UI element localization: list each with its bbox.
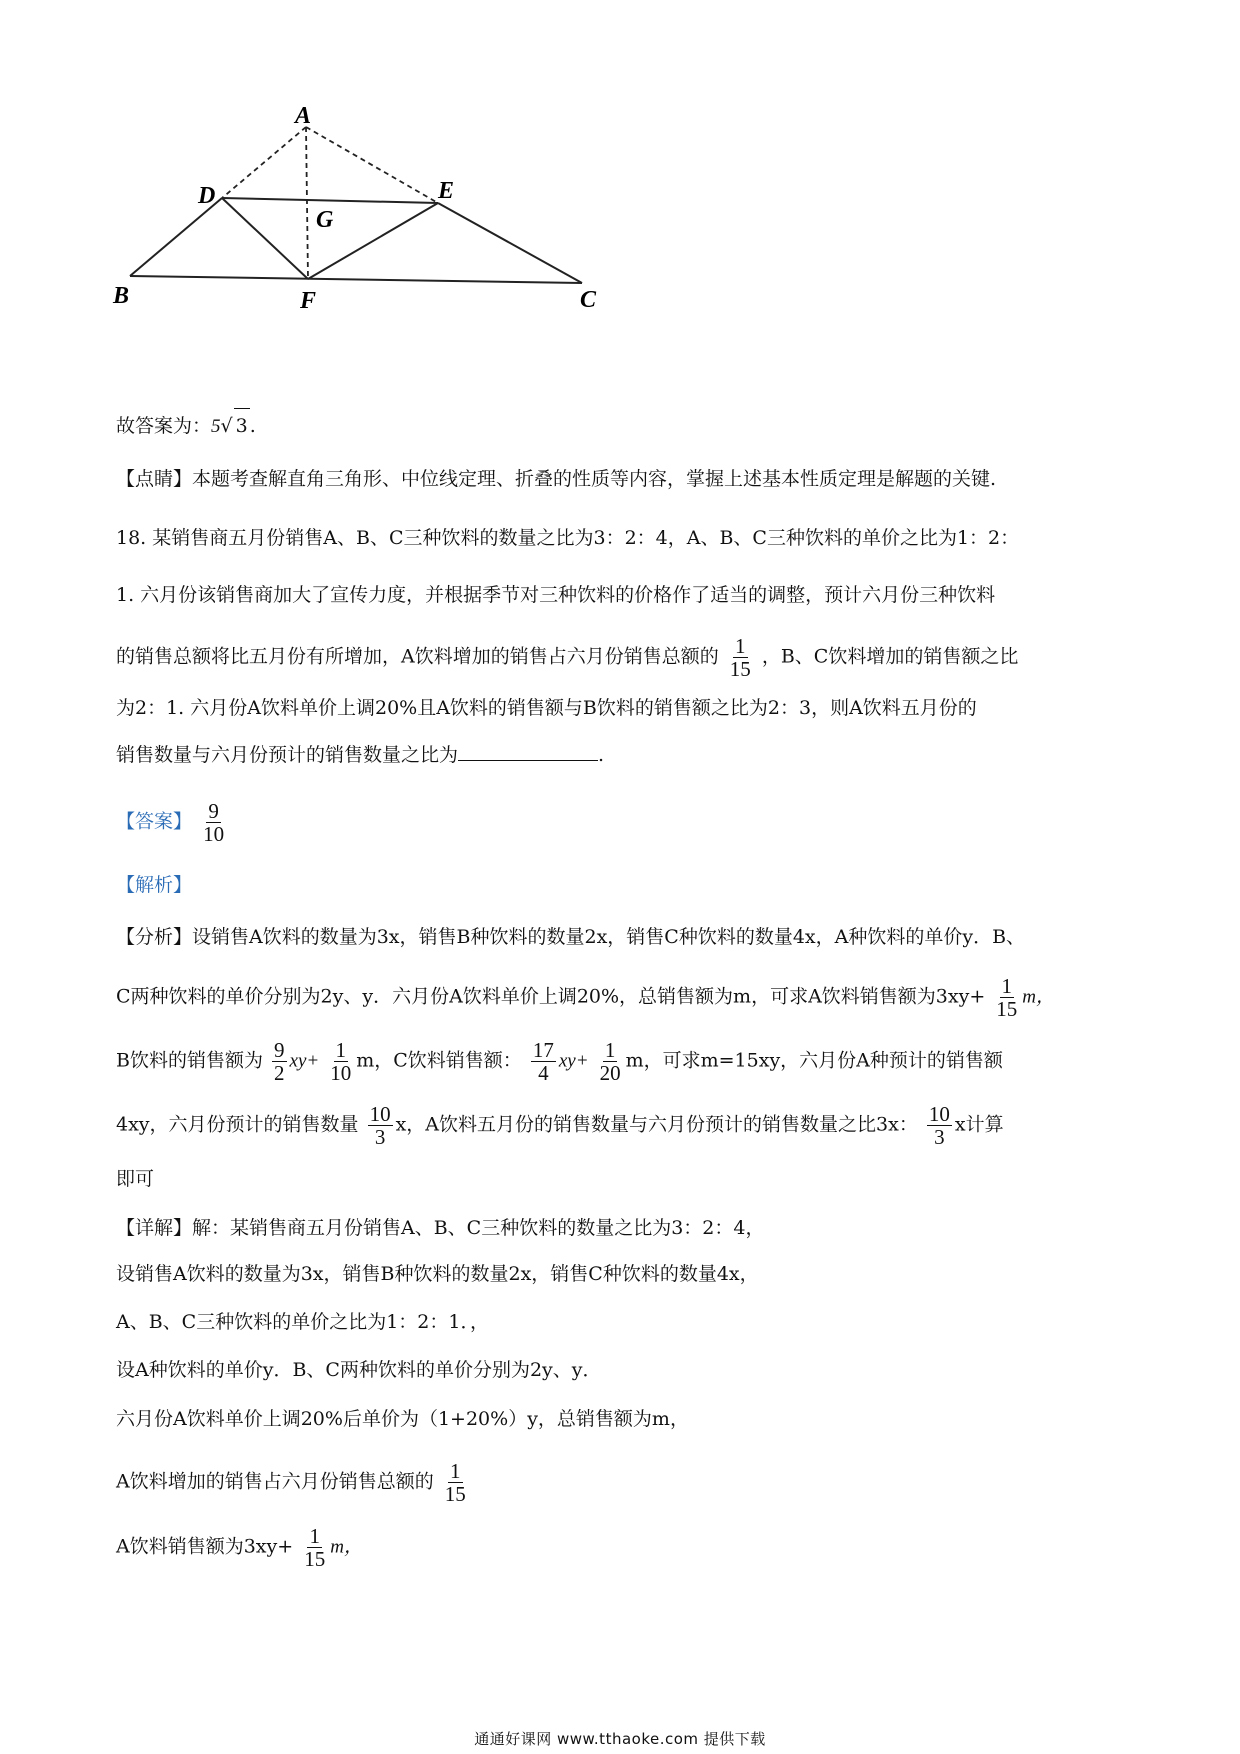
label-C: C [580,287,597,313]
jiexi-label: 【解析】 [116,874,193,896]
label-F: F [300,288,317,314]
q18-line-1: 18. 某销售商五月份销售A、B、C三种饮料的数量之比为3：2：4，A、B、C三种饮料的单价之比为1：2： [116,527,1020,549]
answer-blank [458,740,598,761]
fraction-10-3: $\frac{10}{3}$ [369,1102,391,1149]
dashed-AE [306,127,438,203]
fenxi-line-4: 4xy，六月份预计的销售数量 $\frac{10}{3}$ x，A饮料五月份的销售数量与六月份预计的销售数量之比3x： $\frac{10}{3}$ x计算 [116,1102,1004,1149]
xiangjie-line-2: 设销售A饮料的数量为3x，销售B种饮料的数量2x，销售C种饮料的数量4x， [116,1263,759,1285]
fraction-1-15: $\frac{1}{15}$ [304,1524,326,1571]
q18-line-2: 1. 六月份该销售商加大了宣传力度，并根据季节对三种饮料的价格作了适当的调整，预计六月份三种饮料 [116,584,996,606]
fraction-1-10: $\frac{1}{10}$ [330,1038,352,1085]
segment-BD [130,198,222,276]
xiangjie-line-4: 设A种饮料的单价y．B、C两种饮料的单价分别为2y、y． [116,1359,602,1381]
fenxi-line-3: B饮料的销售额为 $\frac{9}{2}$ xy+ $\frac{1}{10}$ m，C饮料销售额： $\frac{17}{4}$ xy+ $\frac{1}{20}$ m，可求m=15xy，六月份A种预计的销售额 [116,1038,1003,1085]
fenxi-line-1: 【分析】设销售A饮料的数量为3x，销售B种饮料的数量2x，销售C种饮料的数量4x，A种饮料的单价y．B、 [116,926,1026,948]
q18-line-4: 为2：1. 六月份A饮料单价上调20%且A饮料的销售额与B饮料的销售额之比为2：3，则A饮料五月份的 [116,697,977,719]
q18-line-3: 的销售总额将比五月份有所增加，A饮料增加的销售占六月份销售总额的 $\frac{1}{15}$ ，B、C饮料增加的销售额之比 [116,634,1019,681]
label-G: G [316,207,334,233]
footer-watermark: 通通好课网 www.tthaoke.com 提供下载 [474,1730,766,1748]
segment-BC [130,276,582,283]
xiangjie-line-3: A、B、C三种饮料的单价之比为1：2：1．， [116,1311,489,1333]
fraction-1-20: $\frac{1}{20}$ [599,1038,621,1085]
fraction-9-2: $\frac{9}{2}$ [274,1038,285,1085]
answer-label: 【答案】 [116,810,193,833]
xiangjie-line-1: 【详解】解：某销售商五月份销售A、B、C三种饮料的数量之比为3：2：4， [116,1217,765,1239]
fraction-1-15: $\frac{1}{15}$ [444,1459,466,1506]
fenxi-line-5: 即可 [116,1168,155,1190]
answer-row [116,799,229,846]
label-D: D [198,183,216,209]
segment-DE [222,198,438,203]
fenxi-line-2: C两种饮料的单价分别为2y、y．六月份A饮料单价上调20%，总销售额为m，可求A饮料销售额为3xy+ $\frac{1}{15}$ m， [116,974,1056,1021]
fraction-10-3-b: $\frac{10}{3}$ [928,1102,950,1149]
xiangjie-line-5: 六月份A饮料单价上调20%后单价为（1+20%）y，总销售额为m， [116,1408,689,1430]
segment-EC [438,203,582,283]
fraction-9-10: $\frac{9}{10}$ [203,799,225,846]
dianjing-paragraph: 【点睛】本题考查解直角三角形、中位线定理、折叠的性质等内容，掌握上述基本性质定理是解题的关键. [116,468,997,490]
dashed-AD [222,127,306,198]
dashed-AF [306,127,308,279]
xiangjie-line-6: A饮料增加的销售占六月份销售总额的 $\frac{1}{15}$ [116,1459,466,1506]
fraction-1-15: $\frac{1}{15}$ [996,974,1018,1021]
xiangjie-line-7: A饮料销售额为3xy+ $\frac{1}{15}$ m， [116,1524,363,1571]
sqrt-symbol: √ [220,415,233,437]
fraction-17-4: $\frac{17}{4}$ [532,1038,554,1085]
label-B: B [113,283,130,309]
segment-DF [222,198,308,279]
q18-line-5: 销售数量与六月份预计的销售数量之比为 . [116,738,604,772]
label-A: A [295,103,312,129]
label-E: E [438,178,455,204]
triangle-fold-figure [113,103,700,355]
previous-answer-line: 故答案为：5√ 3 . [116,408,256,442]
fraction-1-15: $\frac{1}{15}$ [729,634,751,681]
